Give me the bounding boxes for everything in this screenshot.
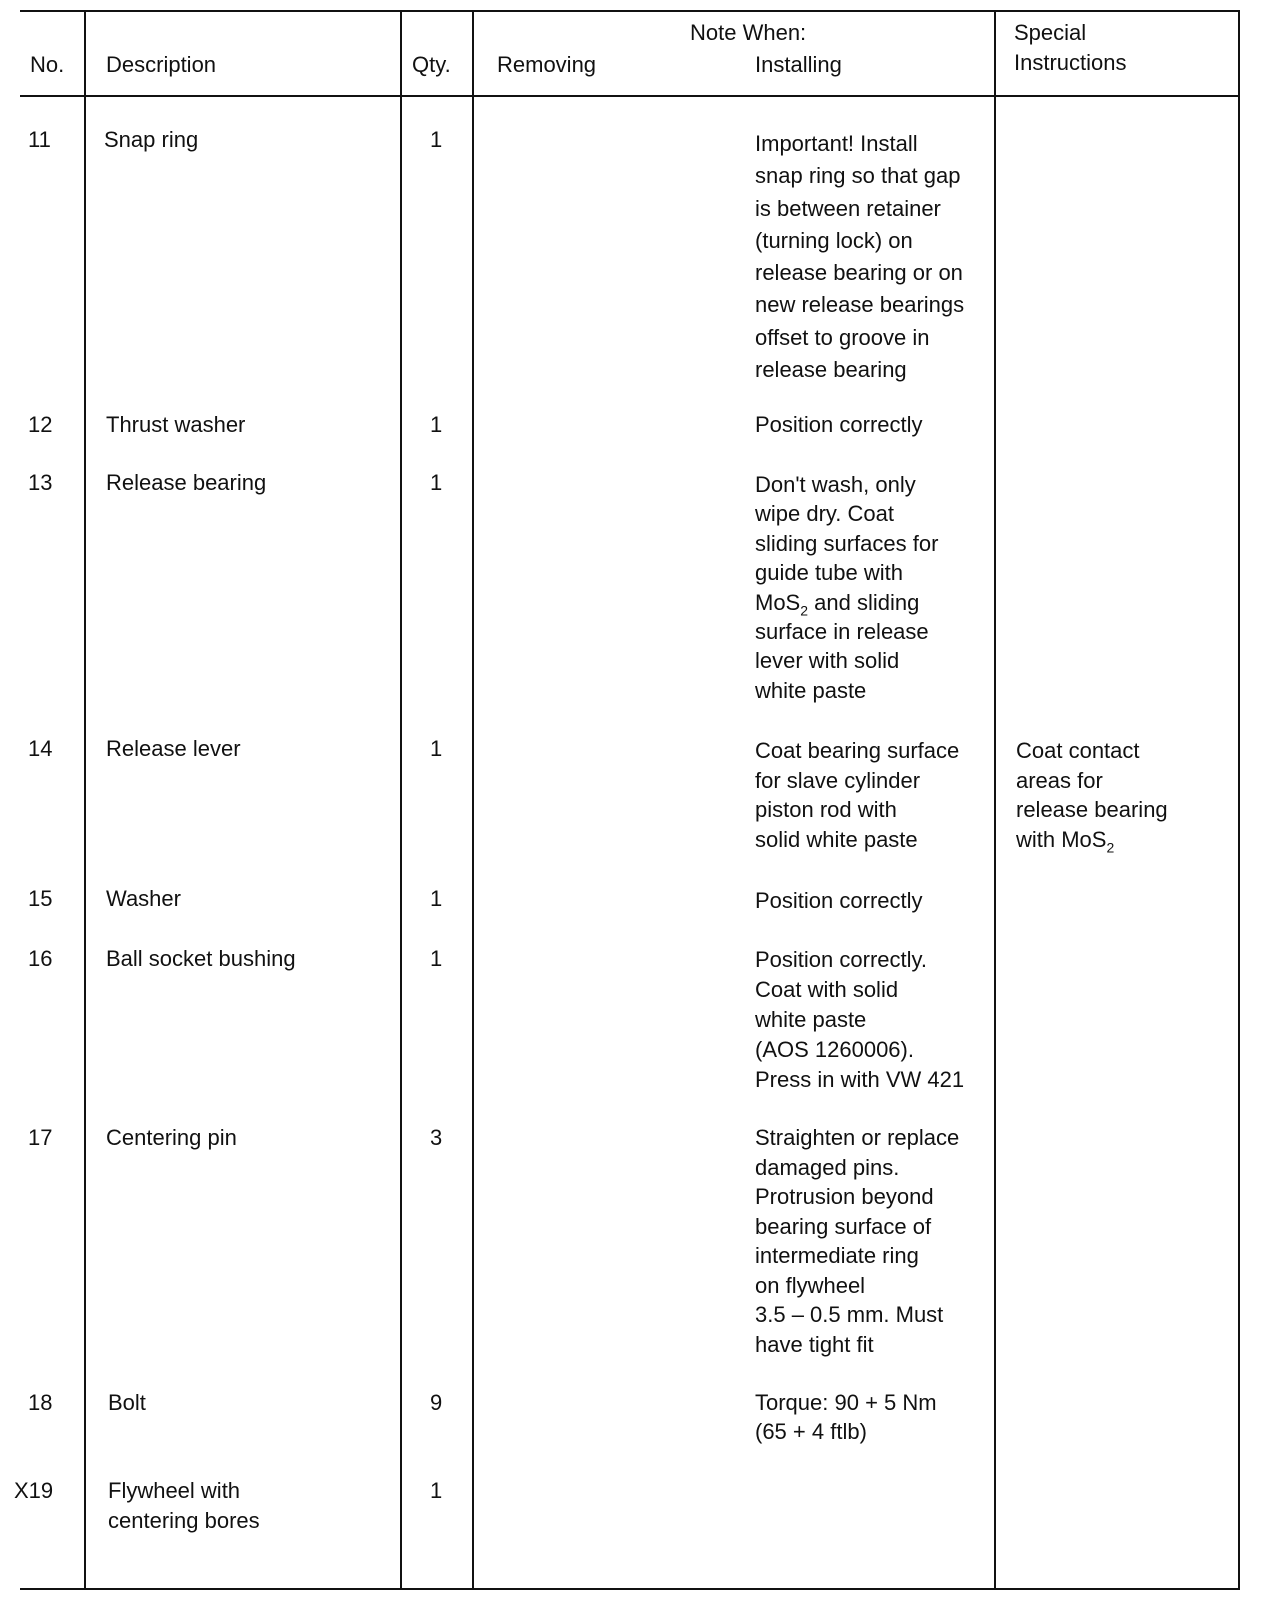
table-top-border: [20, 10, 1240, 12]
table-bottom-border: [20, 1588, 1240, 1590]
row-14-special-subscript: 2: [1106, 838, 1115, 855]
header-divider: [20, 95, 1240, 97]
row-12-qty: 1: [430, 412, 443, 437]
header-removing: Removing: [497, 52, 597, 77]
col-divider-qty: [472, 10, 474, 1590]
row-13-installing-text-b: and sliding surface in release lever with solid white paste: [755, 589, 929, 703]
row-14-no: 14: [28, 736, 53, 761]
row-12-no: 12: [28, 412, 53, 437]
header-no: No.: [30, 52, 65, 77]
table-right-border: [1238, 10, 1240, 1590]
row-14-special: [1016, 736, 1168, 854]
row-11-qty: 1: [430, 127, 443, 152]
row-18-installing: Torque: 90 + 5 Nm (65 + 4 ftlb): [755, 1390, 937, 1444]
row-16-description: Ball socket bushing: [106, 946, 296, 971]
row-13-installing: [755, 470, 938, 705]
row-13-no: 13: [28, 470, 53, 495]
row-15-qty: 1: [430, 886, 443, 911]
row-16-no: 16: [28, 946, 53, 971]
row-17-qty: 3: [430, 1125, 443, 1150]
row-16-installing: Position correctly. Coat with solid white paste (AOS 1260006). Press in with VW 421: [755, 947, 965, 1092]
row-15-description: Washer: [106, 886, 181, 911]
row-x19-qty: 1: [430, 1478, 443, 1503]
row-13-installing-subscript: 2: [800, 602, 809, 619]
row-x19-no: X19: [14, 1478, 54, 1503]
row-11-installing: Important! Install snap ring so that gap is between retainer (turning lock) on release bearing or on new release bearings offset to groove in release bearing: [755, 131, 965, 383]
row-11-description: Snap ring: [104, 127, 199, 152]
header-description: Description: [106, 52, 217, 77]
row-16-qty: 1: [430, 946, 443, 971]
col-divider-no: [84, 10, 86, 1590]
row-18-no: 18: [28, 1390, 53, 1415]
header-qty: Qty.: [412, 52, 451, 77]
header-note-when: Note When:: [690, 20, 807, 45]
row-17-description: Centering pin: [106, 1125, 237, 1150]
col-divider-description: [400, 10, 402, 1590]
row-13-installing-text-a: Don't wash, only wipe dry. Coat sliding surfaces for guide tube with MoS: [755, 472, 939, 615]
row-14-special-text: Coat contact areas for release bearing with MoS: [1016, 738, 1168, 852]
row-11-no: 11: [28, 127, 51, 152]
row-12-description: Thrust washer: [106, 412, 246, 437]
row-15-installing: Position correctly: [755, 888, 923, 913]
row-13-description: Release bearing: [106, 470, 267, 495]
row-18-description: Bolt: [108, 1390, 146, 1415]
row-15-no: 15: [28, 886, 53, 911]
row-14-qty: 1: [430, 736, 443, 761]
row-12-installing: Position correctly: [755, 412, 923, 437]
row-14-description: Release lever: [106, 736, 241, 761]
row-18-qty: 9: [430, 1390, 443, 1415]
header-special-instructions: Special Instructions: [1014, 20, 1127, 75]
col-divider-note: [994, 10, 996, 1590]
header-installing: Installing: [755, 52, 842, 77]
row-x19-description: Flywheel with centering bores: [108, 1478, 260, 1533]
row-13-qty: 1: [430, 470, 443, 495]
row-14-installing: Coat bearing surface for slave cylinder piston rod with solid white paste: [755, 738, 960, 852]
row-17-installing: Straighten or replace damaged pins. Protrusion beyond bearing surface of intermediate ring on flywheel 3.5 – 0.5 mm. Must have tight fit: [755, 1125, 960, 1357]
row-17-no: 17: [28, 1125, 53, 1150]
